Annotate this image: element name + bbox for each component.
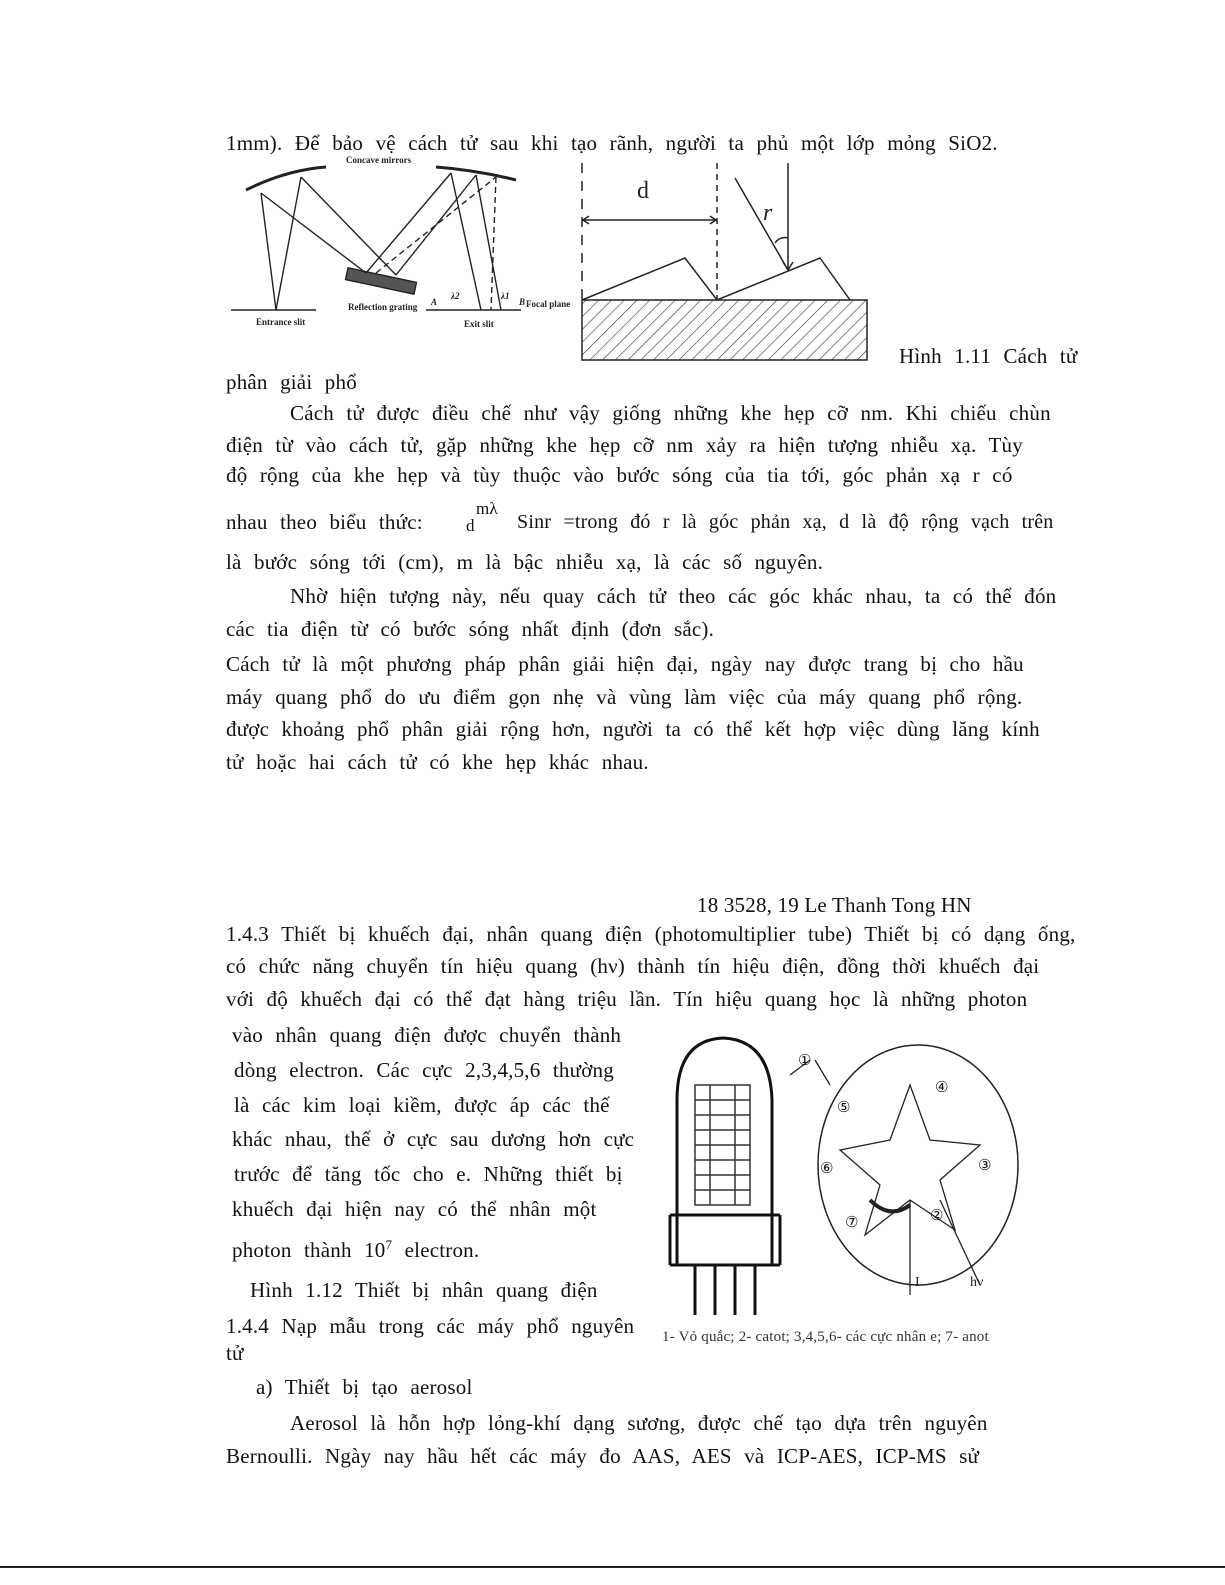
text-line-12: máy quang phổ do ưu điểm gọn nhẹ và vùng làm việc của máy quang phổ rộng. — [226, 685, 1023, 709]
text-line-22: khuếch đại hiện nay có thể nhân một — [232, 1197, 597, 1221]
figure-1-11-caption: Hình 1.11 Cách tử — [899, 344, 1078, 368]
text-line-4: điện từ vào cách tử, gặp những khe hẹp cỡ nm xảy ra hiện tượng nhiễu xạ. Tùy — [226, 433, 1023, 457]
text-line-3: Cách tử được điều chế như vậy giống những khe hẹp cỡ nm. Khi chiếu chùn — [290, 401, 1051, 425]
text-line-2: phân giải phổ — [226, 370, 357, 394]
text-line-6: nhau theo biểu thức: — [226, 510, 423, 534]
dynode-1-label: ① — [798, 1051, 812, 1069]
text-line-18: dòng electron. Các cực 2,3,4,5,6 thường — [234, 1058, 614, 1082]
text-line-17: vào nhân quang điện được chuyển thành — [232, 1023, 622, 1047]
dynode-6-label: ⑥ — [820, 1159, 834, 1177]
monochromator-diagram — [226, 155, 571, 345]
focal-plane-label: Focal plane — [526, 299, 571, 309]
page-bottom-rule — [0, 1566, 1225, 1568]
section-1-4-4-heading: 1.4.4 Nạp mẫu trong các máy phổ nguyên — [226, 1314, 635, 1338]
d-label: d — [637, 178, 649, 204]
text-line-14: tử hoặc hai cách tử có khe hẹp khác nhau. — [226, 750, 649, 774]
current-label: I — [915, 1275, 920, 1290]
exit-slit-label: Exit slit — [464, 319, 494, 329]
text-line-1: 1mm). Để bảo vệ cách tử sau khi tạo rãnh, người ta phủ một lớp mỏng SiO2. — [226, 131, 998, 155]
text-line-7: Sinr =trong đó r là góc phản xạ, d là độ rộng vạch trên — [517, 511, 1054, 533]
formula-numerator: mλ — [476, 499, 498, 518]
concave-mirrors-label: Concave mirrors — [346, 155, 412, 165]
point-a-label: A — [431, 297, 438, 307]
text-line-23-start: photon thành 10 — [232, 1238, 386, 1262]
text-line-19: là các kim loại kiềm, được áp các thế — [234, 1093, 610, 1117]
figure-1-12-legend: 1- Vỏ quắc; 2- catot; 3,4,5,6- các cực nhân e; 7- anot — [662, 1329, 989, 1345]
dynode-5-label: ⑤ — [837, 1098, 851, 1116]
formula-denominator: d — [466, 516, 475, 535]
text-line-10: các tia điện từ có bước sóng nhất định (đơn sắc). — [226, 617, 715, 641]
section-1-4-3-heading: 1.4.3 Thiết bị khuếch đại, nhân quang điện (photomultiplier tube) Thiết bị có dạng ống, — [226, 922, 1076, 946]
text-line-21: trước để tăng tốc cho e. Những thiết bị — [234, 1162, 623, 1186]
r-label: r — [763, 200, 773, 226]
photon-label: hν — [970, 1275, 984, 1290]
dynode-4-label: ④ — [935, 1078, 949, 1096]
subsection-a-heading: a) Thiết bị tạo aerosol — [256, 1375, 473, 1399]
reflection-grating-label: Reflection grating — [348, 302, 418, 312]
dynode-3-label: ③ — [978, 1156, 992, 1174]
lambda1-label: λ1 — [501, 291, 510, 301]
text-line-24: tử — [226, 1341, 244, 1365]
dynode-7-label: ⑦ — [845, 1213, 859, 1231]
text-line-16: với độ khuếch đại có thể đạt hàng triệu lần. Tín hiệu quang học là những photon — [226, 987, 1028, 1011]
text-line-23-end: electron. — [404, 1238, 480, 1262]
entrance-slit-label: Entrance slit — [256, 317, 306, 327]
address-line: 18 3528, 19 Le Thanh Tong HN — [697, 893, 972, 917]
text-line-9: Nhờ hiện tượng này, nếu quay cách tử theo các góc khác nhau, ta có thể đón — [290, 584, 1057, 608]
figure-1-12-caption: Hình 1.12 Thiết bị nhân quang điện — [250, 1278, 598, 1302]
text-line-13: được khoảng phổ phân giải rộng hơn, người ta có thể kết hợp việc dùng lăng kính — [226, 717, 1040, 741]
text-line-23 — [232, 1232, 479, 1263]
grating-profile-diagram — [575, 158, 875, 368]
point-b-label: B — [519, 297, 526, 307]
exponent: 7 — [385, 1237, 393, 1252]
lambda2-label: λ2 — [451, 291, 460, 301]
text-line-26: Bernoulli. Ngày nay hầu hết các máy đo AAS, AES và ICP-AES, ICP-MS sử — [226, 1444, 980, 1468]
text-line-20: khác nhau, thế ở cực sau dương hơn cực — [232, 1127, 635, 1151]
photomultiplier-diagram — [660, 1030, 1040, 1320]
text-line-11: Cách tử là một phương pháp phân giải hiện đại, ngày nay được trang bị cho hầu — [226, 652, 1024, 676]
dynode-2-label: ② — [930, 1206, 944, 1224]
text-line-15: có chức năng chuyển tín hiệu quang (hν) thành tín hiệu điện, đồng thời khuếch đại — [226, 954, 1040, 978]
text-line-25: Aerosol là hỗn hợp lỏng-khí dạng sương, được chế tạo dựa trên nguyên — [290, 1411, 988, 1435]
text-line-5: độ rộng của khe hẹp và tùy thuộc vào bước sóng của tia tới, góc phản xạ r có — [226, 463, 1013, 487]
text-line-8: là bước sóng tới (cm), m là bậc nhiễu xạ, là các số nguyên. — [226, 550, 824, 574]
